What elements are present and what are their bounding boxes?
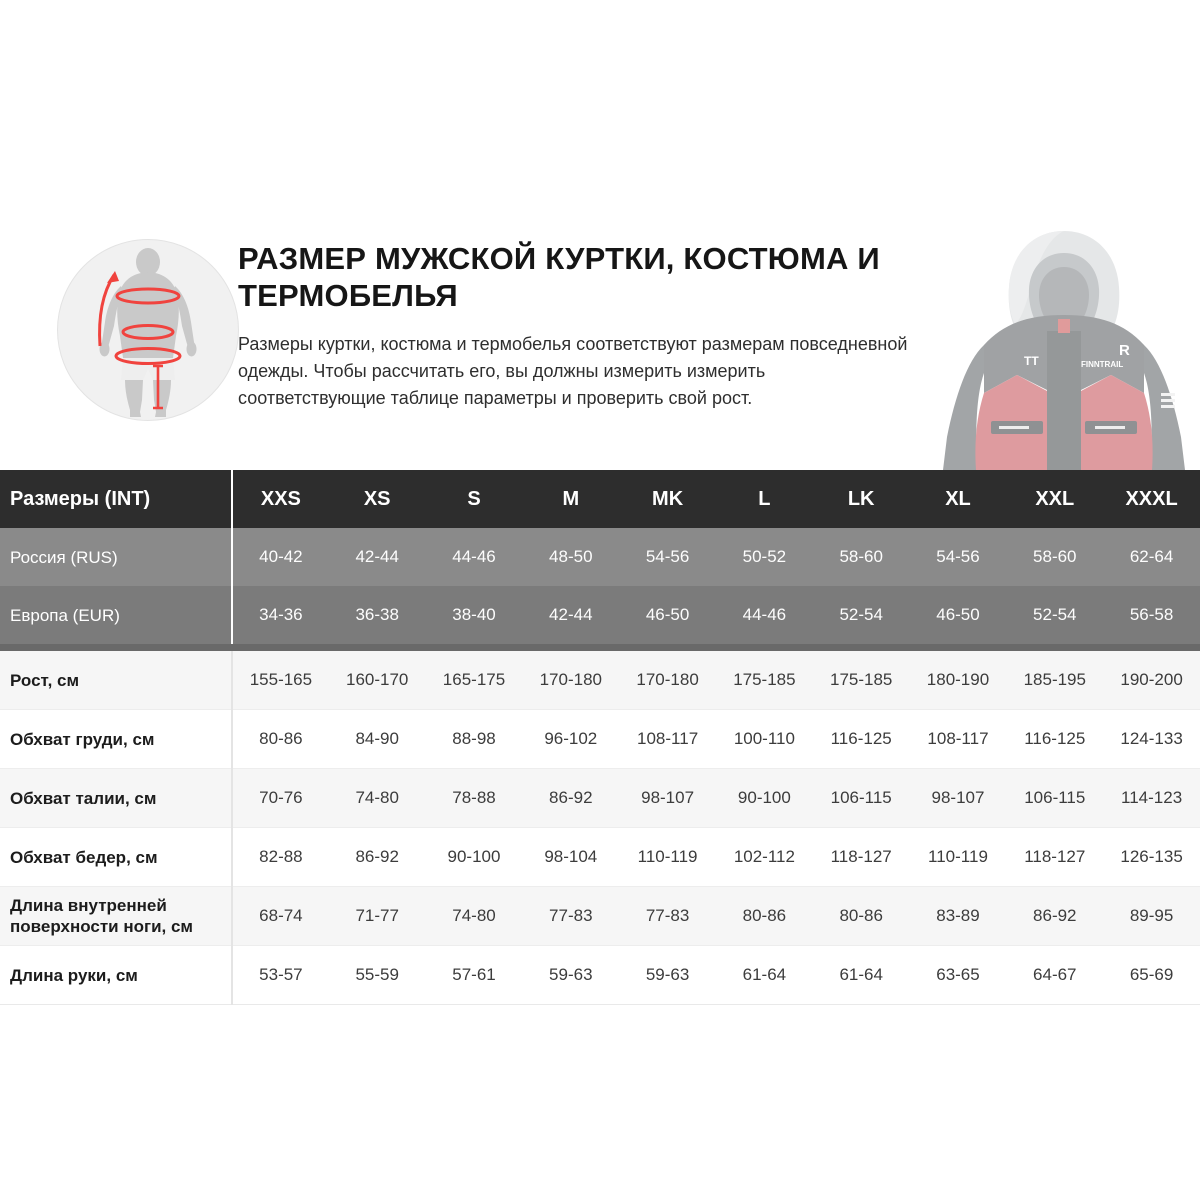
value-cell: 155-165: [232, 648, 329, 710]
value-cell: 55-59: [329, 946, 426, 1005]
row-label-cell: Обхват бедер, см: [0, 828, 232, 887]
value-cell: 124-133: [1103, 710, 1200, 769]
value-cell: 65-69: [1103, 946, 1200, 1005]
value-cell: 58-60: [1006, 528, 1103, 586]
value-cell: 90-100: [426, 828, 523, 887]
table-row: [0, 887, 1200, 946]
value-cell: 102-112: [716, 828, 813, 887]
value-cell: 59-63: [522, 946, 619, 1005]
size-header-cell: XXL: [1006, 470, 1103, 528]
jacket-illustration: [928, 225, 1200, 470]
value-cell: 71-77: [329, 887, 426, 946]
value-cell: 64-67: [1006, 946, 1103, 1005]
table-row: [0, 648, 1200, 710]
value-cell: 80-86: [813, 887, 910, 946]
size-header-cell: L: [716, 470, 813, 528]
value-cell: 160-170: [329, 648, 426, 710]
value-cell: 98-104: [522, 828, 619, 887]
value-cell: 40-42: [232, 528, 329, 586]
value-cell: 89-95: [1103, 887, 1200, 946]
value-cell: 170-180: [522, 648, 619, 710]
value-cell: 108-117: [910, 710, 1007, 769]
value-cell: 175-185: [813, 648, 910, 710]
value-cell: 48-50: [522, 528, 619, 586]
value-cell: 77-83: [619, 887, 716, 946]
value-cell: 42-44: [329, 528, 426, 586]
value-cell: 84-90: [329, 710, 426, 769]
value-cell: 50-52: [716, 528, 813, 586]
row-label-cell: Рост, см: [0, 648, 232, 710]
size-header-cell: XL: [910, 470, 1007, 528]
value-cell: 77-83: [522, 887, 619, 946]
value-cell: 59-63: [619, 946, 716, 1005]
value-cell: 63-65: [910, 946, 1007, 1005]
value-cell: 110-119: [910, 828, 1007, 887]
value-cell: 106-115: [1006, 769, 1103, 828]
value-cell: 82-88: [232, 828, 329, 887]
size-table: [0, 470, 1200, 1005]
mens-jacket-photo: [928, 225, 1200, 470]
table-row: [0, 710, 1200, 769]
value-cell: 126-135: [1103, 828, 1200, 887]
value-cell: 36-38: [329, 586, 426, 648]
value-cell: 116-125: [813, 710, 910, 769]
size-header-cell: M: [522, 470, 619, 528]
table-row: [0, 828, 1200, 887]
row-label-cell: Россия (RUS): [0, 528, 232, 586]
value-cell: 185-195: [1006, 648, 1103, 710]
corner-header-cell: Размеры (INT): [0, 470, 232, 528]
table-row: [0, 769, 1200, 828]
size-header-cell: S: [426, 470, 523, 528]
value-cell: 38-40: [426, 586, 523, 648]
row-label-cell: Обхват груди, см: [0, 710, 232, 769]
row-label-cell: Длина руки, см: [0, 946, 232, 1005]
value-cell: 61-64: [716, 946, 813, 1005]
value-cell: 46-50: [910, 586, 1007, 648]
value-cell: 88-98: [426, 710, 523, 769]
value-cell: 62-64: [1103, 528, 1200, 586]
value-cell: 54-56: [910, 528, 1007, 586]
value-cell: 34-36: [232, 586, 329, 648]
row-label-cell: Обхват талии, см: [0, 769, 232, 828]
table-row: [0, 528, 1200, 586]
value-cell: 52-54: [1006, 586, 1103, 648]
value-cell: 86-92: [329, 828, 426, 887]
intro-description: Размеры куртки, костюма и термобелья соответствуют размерам повседневной одежды. Чтобы рассчитать его, вы должны измерить измерить соответствующие таблице параметры и проверить свой рост.: [238, 334, 908, 408]
value-cell: 54-56: [619, 528, 716, 586]
value-cell: 170-180: [619, 648, 716, 710]
value-cell: 90-100: [716, 769, 813, 828]
value-cell: 58-60: [813, 528, 910, 586]
value-cell: 118-127: [1006, 828, 1103, 887]
size-header-cell: LK: [813, 470, 910, 528]
value-cell: 165-175: [426, 648, 523, 710]
value-cell: 42-44: [522, 586, 619, 648]
size-header-cell: MK: [619, 470, 716, 528]
value-cell: 106-115: [813, 769, 910, 828]
row-label-cell: Длина внутренней поверхности ноги, см: [0, 887, 232, 946]
body-silhouette-icon: [58, 240, 238, 420]
value-cell: 108-117: [619, 710, 716, 769]
value-cell: 118-127: [813, 828, 910, 887]
svg-text:TT: TT: [1024, 354, 1039, 368]
value-cell: 53-57: [232, 946, 329, 1005]
intro-section: [238, 240, 916, 412]
value-cell: 44-46: [426, 528, 523, 586]
value-cell: 180-190: [910, 648, 1007, 710]
value-cell: 100-110: [716, 710, 813, 769]
value-cell: 68-74: [232, 887, 329, 946]
value-cell: 98-107: [619, 769, 716, 828]
value-cell: 74-80: [329, 769, 426, 828]
value-cell: 175-185: [716, 648, 813, 710]
value-cell: 86-92: [522, 769, 619, 828]
size-header-cell: XXXL: [1103, 470, 1200, 528]
body-measurement-diagram: [57, 239, 239, 421]
value-cell: 110-119: [619, 828, 716, 887]
value-cell: 86-92: [1006, 887, 1103, 946]
value-cell: 74-80: [426, 887, 523, 946]
value-cell: 80-86: [716, 887, 813, 946]
value-cell: 70-76: [232, 769, 329, 828]
value-cell: 61-64: [813, 946, 910, 1005]
value-cell: 52-54: [813, 586, 910, 648]
size-header-cell: XXS: [232, 470, 329, 528]
value-cell: 83-89: [910, 887, 1007, 946]
value-cell: 44-46: [716, 586, 813, 648]
table-row: [0, 586, 1200, 648]
value-cell: 190-200: [1103, 648, 1200, 710]
value-cell: 80-86: [232, 710, 329, 769]
table-row: [0, 946, 1200, 1005]
value-cell: 114-123: [1103, 769, 1200, 828]
value-cell: 46-50: [619, 586, 716, 648]
value-cell: 116-125: [1006, 710, 1103, 769]
page-title: РАЗМЕР МУЖСКОЙ КУРТКИ, КОСТЮМА И ТЕРМОБЕЛЬЯ: [238, 241, 880, 313]
svg-text:R: R: [1119, 342, 1130, 359]
value-cell: 57-61: [426, 946, 523, 1005]
value-cell: 56-58: [1103, 586, 1200, 648]
row-label-cell: Европа (EUR): [0, 586, 232, 648]
size-table-header-row: [0, 470, 1200, 528]
svg-text:FINNTRAIL: FINNTRAIL: [1081, 360, 1124, 369]
size-header-cell: XS: [329, 470, 426, 528]
value-cell: 98-107: [910, 769, 1007, 828]
value-cell: 96-102: [522, 710, 619, 769]
value-cell: 78-88: [426, 769, 523, 828]
